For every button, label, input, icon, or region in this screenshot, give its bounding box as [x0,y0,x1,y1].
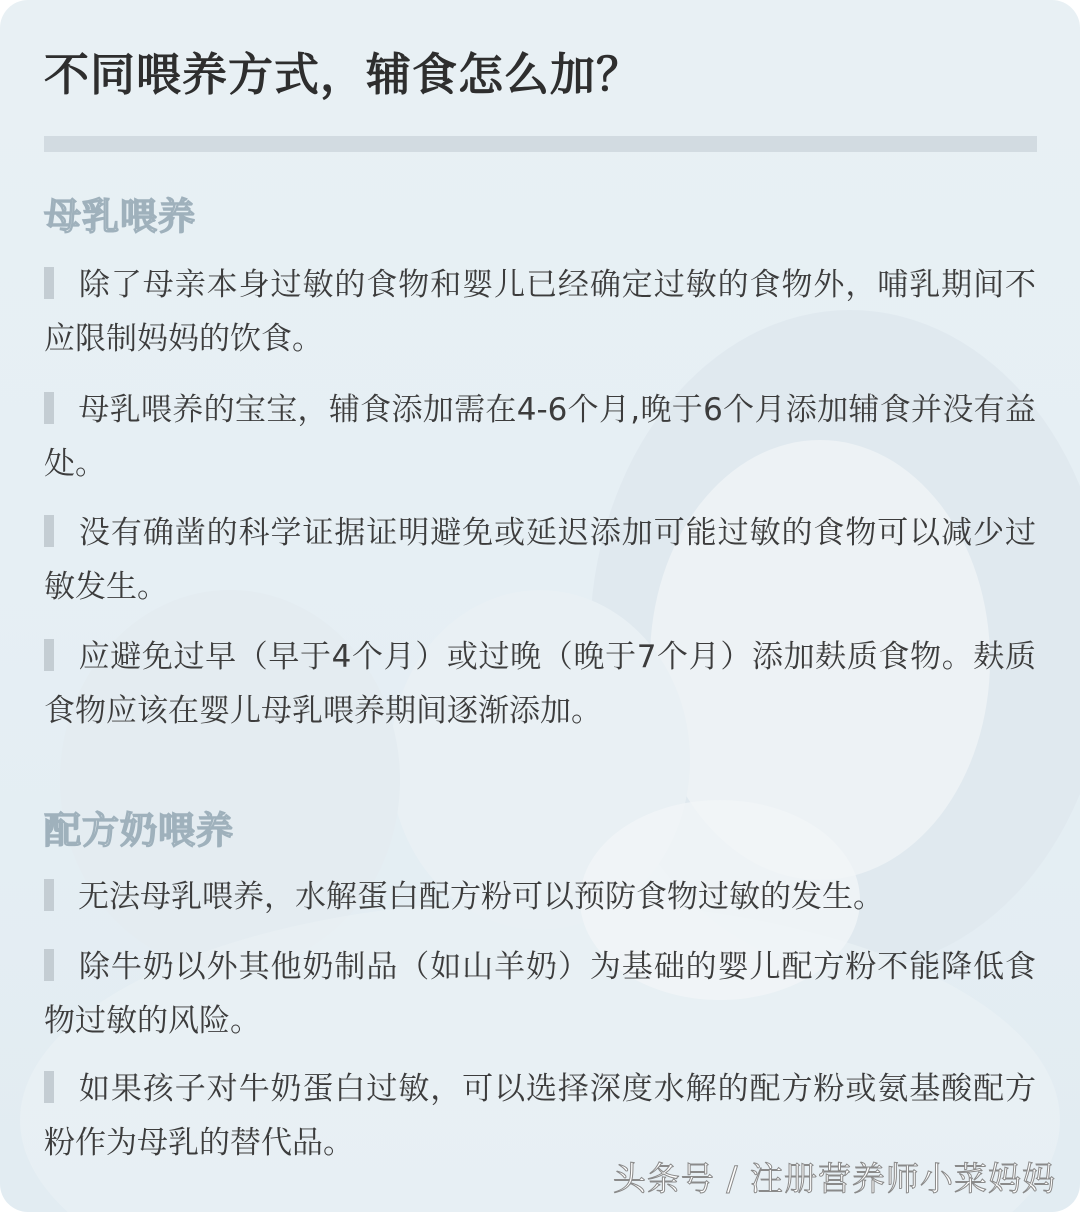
section-heading-breastfeeding: 母乳喂养 [44,195,196,238]
paragraph: 除了母亲本身过敏的食物和婴儿已经确定过敏的食物外，哺乳期间不应限制妈妈的饮食。 [44,267,1036,357]
paragraph: 母乳喂养的宝宝，辅食添加需在4-6个月,晚于6个月添加辅食并没有益处。 [44,392,1036,482]
page-title: 不同喂养方式，辅食怎么加？ [44,48,643,101]
bullet-bar [44,1071,54,1103]
section-heading-formula-feeding: 配方奶喂养 [44,809,234,852]
bullet-bar [44,879,54,911]
watermark: 头条号 / 注册营养师小菜妈妈 [612,1159,1056,1198]
paragraph: 如果孩子对牛奶蛋白过敏，可以选择深度水解的配方粉或氨基酸配方粉作为母乳的替代品。 [44,1071,1036,1161]
paragraph: 没有确凿的科学证据证明避免或延迟添加可能过敏的食物可以减少过敏发生。 [44,515,1036,605]
paragraph: 除牛奶以外其他奶制品（如山羊奶）为基础的婴儿配方粉不能降低食物过敏的风险。 [44,949,1036,1039]
bullet-bar [44,392,54,424]
bullet-bar [44,515,54,547]
bullet-bar [44,639,54,671]
title-divider [44,136,1037,152]
paragraph: 应避免过早（早于4个月）或过晚（晚于7个月）添加麸质食物。麸质食物应该在婴儿母乳喂养期间逐渐添加。 [44,639,1036,729]
bullet-bar [44,949,54,981]
paragraph: 无法母乳喂养，水解蛋白配方粉可以预防食物过敏的发生。 [44,870,1036,924]
bullet-bar [44,267,54,299]
